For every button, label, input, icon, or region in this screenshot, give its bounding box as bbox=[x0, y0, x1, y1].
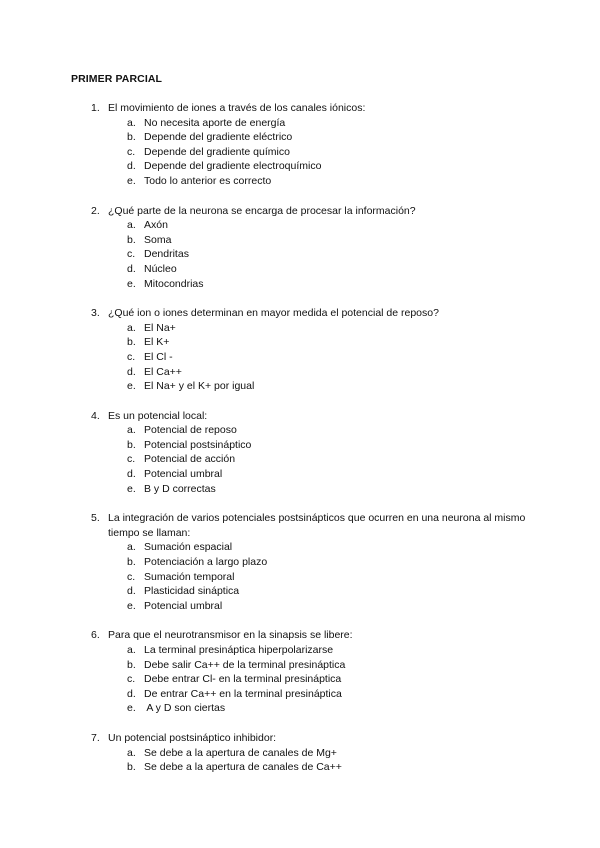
option-letter: b. bbox=[127, 438, 136, 451]
option-letter: a. bbox=[127, 644, 136, 656]
option-letter: c. bbox=[127, 570, 136, 583]
option-letter: b. bbox=[127, 336, 136, 349]
option-item bbox=[0, 159, 600, 174]
option-letter: a. bbox=[127, 219, 136, 232]
option-item bbox=[0, 335, 600, 350]
option-text: El Cl - bbox=[144, 350, 173, 363]
option-letter: b. bbox=[127, 131, 136, 144]
question-3 bbox=[0, 306, 600, 394]
option-item bbox=[0, 145, 600, 160]
option-letter: d. bbox=[127, 585, 136, 598]
question-text: ¿Qué ion o iones determinan en mayor medida el potencial de reposo? bbox=[108, 307, 439, 320]
option-letter: d. bbox=[127, 687, 136, 700]
option-letter: e. bbox=[127, 380, 136, 393]
option-letter: b. bbox=[127, 658, 136, 671]
option-item bbox=[0, 760, 600, 775]
option-item bbox=[0, 116, 600, 131]
option-item bbox=[0, 438, 600, 453]
question-text: El movimiento de iones a través de los canales iónicos: bbox=[108, 102, 366, 114]
option-item bbox=[0, 130, 600, 145]
option-text: Se debe a la apertura de canales de Ca++ bbox=[144, 761, 342, 774]
question-number: 3. bbox=[91, 307, 100, 320]
option-letter: d. bbox=[127, 160, 136, 173]
option-item bbox=[0, 701, 600, 716]
option-text: Se debe a la apertura de canales de Mg+ bbox=[144, 746, 337, 759]
option-letter: e. bbox=[127, 599, 136, 612]
option-text: Potencial postsináptico bbox=[144, 438, 252, 451]
option-list bbox=[0, 423, 600, 496]
option-item bbox=[0, 599, 600, 614]
option-text: El Na+ y el K+ por igual bbox=[144, 380, 255, 393]
option-text: Potenciación a largo plazo bbox=[144, 556, 268, 569]
option-list bbox=[0, 643, 600, 716]
option-letter: e. bbox=[127, 174, 136, 187]
option-letter: d. bbox=[127, 468, 136, 481]
option-item bbox=[0, 218, 600, 233]
option-text: Depende del gradiente eléctrico bbox=[144, 131, 293, 144]
option-item bbox=[0, 277, 600, 292]
option-letter: c. bbox=[127, 673, 136, 686]
option-text: Soma bbox=[144, 233, 172, 246]
option-item bbox=[0, 540, 600, 555]
option-text: Dendritas bbox=[144, 248, 189, 261]
option-letter: a. bbox=[127, 116, 136, 129]
option-text: El Na+ bbox=[144, 321, 176, 334]
option-letter: e. bbox=[127, 702, 136, 715]
question-number: 2. bbox=[91, 204, 100, 217]
option-item bbox=[0, 233, 600, 248]
option-letter: c. bbox=[127, 453, 136, 466]
option-letter: a. bbox=[127, 321, 136, 334]
question-number: 4. bbox=[91, 409, 100, 422]
option-text: Todo lo anterior es correcto bbox=[144, 174, 272, 187]
option-text: Potencial umbral bbox=[144, 468, 223, 481]
option-item bbox=[0, 350, 600, 365]
option-text: Sumación temporal bbox=[144, 570, 235, 583]
question-number: 1. bbox=[91, 102, 100, 114]
option-letter: c. bbox=[127, 248, 136, 261]
option-list bbox=[0, 540, 600, 613]
question-5 bbox=[0, 511, 600, 613]
option-letter: d. bbox=[127, 365, 136, 378]
option-letter: b. bbox=[127, 556, 136, 569]
question-number: 5. bbox=[91, 512, 100, 525]
option-text: Depende del gradiente electroquímico bbox=[144, 160, 322, 173]
option-list bbox=[0, 746, 600, 775]
option-text: Potencial de acción bbox=[144, 453, 236, 466]
option-text: Debe salir Ca++ de la terminal presináptica bbox=[144, 658, 346, 671]
option-letter: a. bbox=[127, 424, 136, 437]
option-letter: b. bbox=[127, 761, 136, 774]
question-text: Para que el neurotransmisor en la sinapsis se libere: bbox=[108, 629, 353, 642]
option-item bbox=[0, 482, 600, 497]
option-item bbox=[0, 321, 600, 336]
option-text: Plasticidad sináptica bbox=[144, 585, 240, 598]
option-text: B y D correctas bbox=[144, 482, 216, 495]
option-item bbox=[0, 365, 600, 380]
question-7 bbox=[0, 731, 600, 775]
option-item bbox=[0, 687, 600, 702]
option-item bbox=[0, 555, 600, 570]
option-item bbox=[0, 658, 600, 673]
option-item bbox=[0, 746, 600, 761]
option-letter: e. bbox=[127, 277, 136, 290]
question-text: Un potencial postsináptico inhibidor: bbox=[108, 731, 277, 744]
option-letter: e. bbox=[127, 482, 136, 495]
question-1 bbox=[0, 101, 600, 189]
option-text: La terminal presináptica hiperpolarizarse bbox=[144, 644, 334, 656]
page-title: PRIMER PARCIAL bbox=[71, 73, 163, 85]
option-item bbox=[0, 570, 600, 585]
option-text: Debe entrar Cl- en la terminal presináptica bbox=[144, 673, 342, 686]
option-letter: c. bbox=[127, 350, 136, 363]
option-item bbox=[0, 379, 600, 394]
option-item bbox=[0, 247, 600, 262]
option-letter: a. bbox=[127, 746, 136, 759]
option-text: A y D son ciertas bbox=[144, 702, 226, 715]
question-6 bbox=[0, 628, 600, 716]
option-text: No necesita aporte de energía bbox=[144, 116, 286, 129]
option-item bbox=[0, 584, 600, 599]
option-text: De entrar Ca++ en la terminal presináptica bbox=[144, 687, 342, 700]
option-item bbox=[0, 423, 600, 438]
option-list bbox=[0, 321, 600, 394]
option-item bbox=[0, 467, 600, 482]
question-4 bbox=[0, 409, 600, 497]
option-text: Potencial de reposo bbox=[144, 424, 237, 437]
option-item bbox=[0, 174, 600, 189]
option-text: Sumación espacial bbox=[144, 541, 233, 554]
option-letter: a. bbox=[127, 541, 136, 554]
question-text: Es un potencial local: bbox=[108, 409, 208, 422]
question-text: ¿Qué parte de la neurona se encarga de procesar la información? bbox=[108, 204, 416, 217]
question-number: 7. bbox=[91, 731, 100, 744]
option-text: Potencial umbral bbox=[144, 599, 223, 612]
option-text: Núcleo bbox=[144, 262, 177, 275]
option-item bbox=[0, 262, 600, 277]
option-letter: c. bbox=[127, 145, 136, 158]
option-item bbox=[0, 643, 600, 658]
option-list bbox=[0, 116, 600, 189]
option-text: Depende del gradiente químico bbox=[144, 145, 290, 158]
option-item bbox=[0, 452, 600, 467]
option-list bbox=[0, 218, 600, 291]
option-letter: b. bbox=[127, 233, 136, 246]
option-item bbox=[0, 672, 600, 687]
question-number: 6. bbox=[91, 629, 100, 642]
option-text: Axón bbox=[144, 219, 168, 232]
option-text: El K+ bbox=[144, 336, 170, 349]
option-text: El Ca++ bbox=[144, 365, 182, 378]
option-text: Mitocondrias bbox=[144, 277, 204, 290]
question-text: La integración de varios potenciales postsinápticos que ocurren en una neurona al mismo tiempo se llaman: bbox=[108, 512, 526, 539]
question-2 bbox=[0, 204, 600, 292]
question-list bbox=[0, 101, 600, 790]
option-letter: d. bbox=[127, 262, 136, 275]
